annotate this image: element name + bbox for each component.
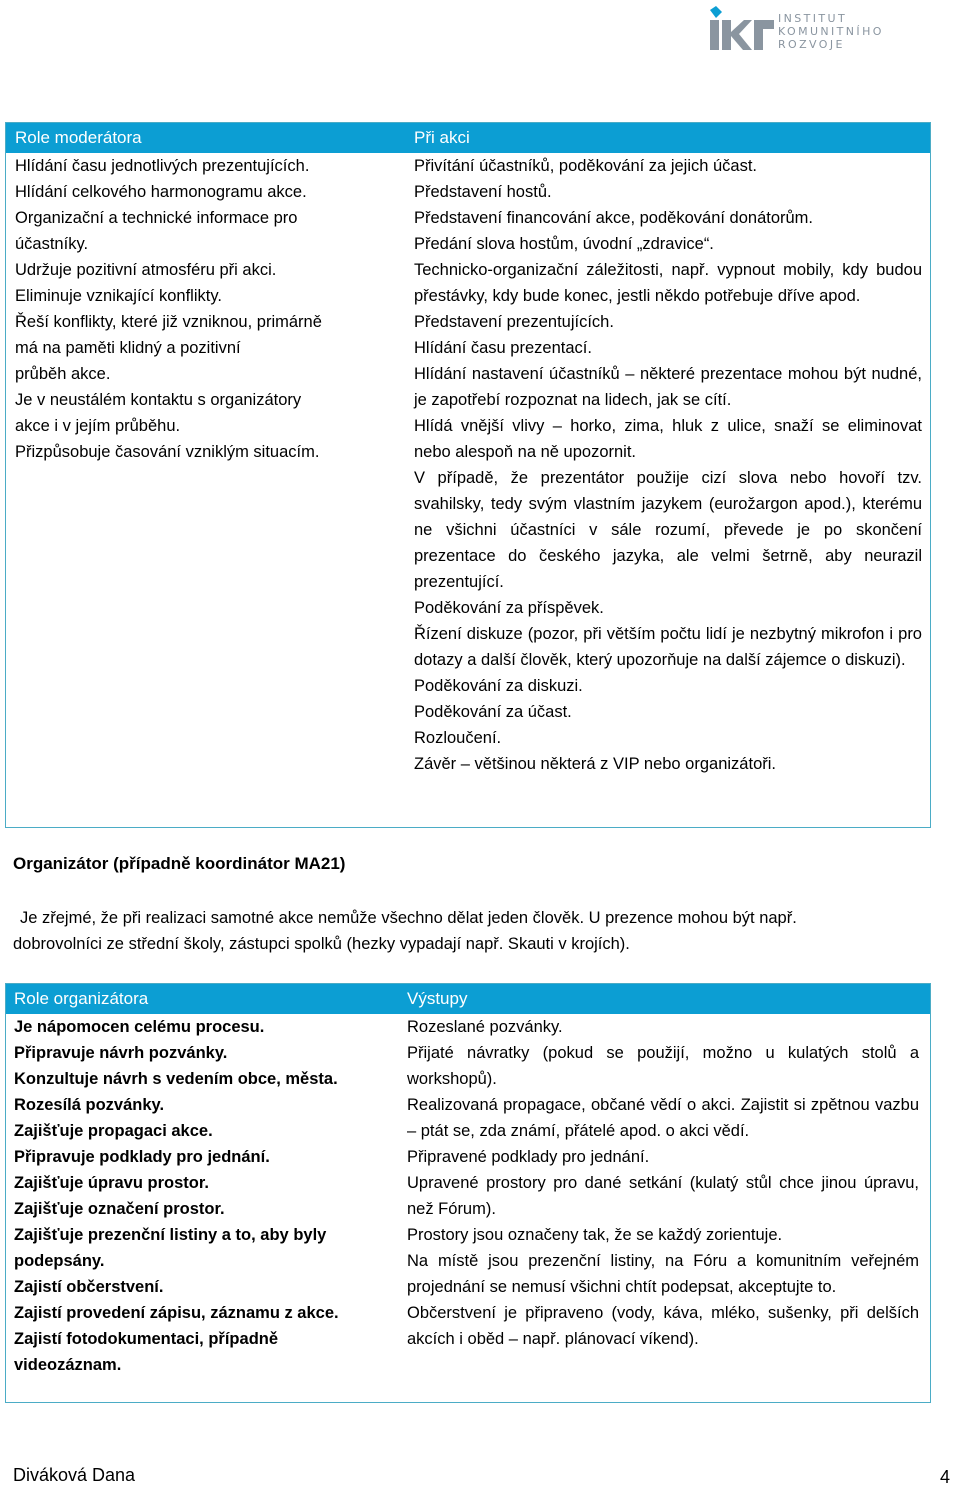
moderator-event-column — [414, 127, 922, 827]
organizer-output-item: Připravené podklady pro jednání. — [407, 1148, 650, 1166]
moderator-event-item: Poděkování za účast. — [414, 703, 572, 721]
logo-text — [778, 12, 884, 51]
organizer-intro — [13, 905, 957, 957]
organizer-outputs-title: Výstupy — [407, 989, 468, 1008]
organizer-role-line: Zajišťuje označení prostor. — [14, 1200, 225, 1218]
organizer-role-line: podepsány. — [14, 1252, 105, 1270]
organizer-role-line: Zajišťuje úpravu prostor. — [14, 1174, 209, 1192]
ikr-logo — [708, 6, 898, 56]
moderator-event-item: Hlídá vnější vlivy – horko, zima, hluk z ulice, snaží se eliminovat nebo alespoň na ně upozornit. — [414, 417, 922, 461]
organizer-output-item: Přijaté návratky (pokud se použijí, možno u kulatých stolů a workshopů). — [407, 1044, 919, 1088]
organizer-role-line: Zajišťuje prezenční listiny a to, aby byly — [14, 1226, 327, 1244]
moderator-event-item: Hlídání času prezentací. — [414, 339, 592, 357]
organizer-role-title: Role organizátora — [14, 989, 149, 1008]
organizer-role-line: Zajistí fotodokumentaci, případně — [14, 1330, 279, 1348]
moderator-role-line: akce i v jejím průběhu. — [15, 417, 181, 435]
moderator-event-item: Řízení diskuze (pozor, při větším počtu lidí je nezbytný mikrofon i pro dotazy a další člověk, který upozorňuje na další zájemce o diskuzi). — [414, 625, 922, 669]
organizer-output-item: Občerstvení je připraveno (vody, káva, mléko, sušenky, při delších akcích i oběd – např. plánovací víkend). — [407, 1304, 919, 1348]
organizer-output-item: Prostory jsou označeny tak, že se každý zorientuje. — [407, 1226, 783, 1244]
organizer-table — [5, 983, 931, 1403]
organizer-output-item: Rozeslané pozvánky. — [407, 1018, 563, 1036]
moderator-event-title: Při akci — [414, 128, 470, 147]
organizer-role-line: Připravuje návrh pozvánky. — [14, 1044, 228, 1062]
logo-line-1: INSTITUT — [778, 12, 848, 25]
moderator-event-item: Technicko-organizační záležitosti, např. vypnout mobily, kdy budou přestávky, kdy bude konec, jestli někdo potřebuje dříve apod. — [414, 261, 922, 305]
organizer-role-line: Rozesílá pozvánky. — [14, 1096, 165, 1114]
organizer-role-line: Zajistí občerstvení. — [14, 1278, 164, 1296]
moderator-event-item: Předání slova hostům, úvodní „zdravice“. — [414, 235, 714, 253]
ikr-logo-mark-icon — [708, 6, 774, 54]
organizer-role-line: Konzultuje návrh s vedením obce, města. — [14, 1070, 338, 1088]
moderator-role-line: průběh akce. — [15, 365, 111, 383]
organizer-intro-line-2: dobrovolníci ze střední školy, zástupci spolků (hezky vypadají např. Skauti v krojích). — [13, 935, 630, 953]
logo-line-3: ROZVOJE — [778, 38, 845, 51]
moderator-role-line: Hlídání celkového harmonogramu akce. — [15, 183, 307, 201]
moderator-event-item: Představení financování akce, poděkování donátorům. — [414, 209, 814, 227]
organizer-role-column — [14, 988, 384, 1402]
organizer-output-item: Realizovaná propagace, občané vědí o akci. Zajistit si zpětnou vazbu – ptát se, zda známí, přátelé apod. o akci vědí. — [407, 1096, 919, 1140]
organizer-outputs-column — [407, 988, 919, 1402]
page-number: 4 — [940, 1467, 951, 1487]
moderator-event-item: Hlídání nastavení účastníků – některé prezentace mohou být nudné, je zapotřebí rozpoznat na lidech, jak se cítí. — [414, 365, 922, 409]
moderator-role-line: Hlídání času jednotlivých prezentujících. — [15, 157, 310, 175]
footer-author: Diváková Dana — [13, 1465, 136, 1485]
moderator-role-column — [15, 127, 375, 827]
organizer-role-line: videozáznam. — [14, 1356, 122, 1374]
moderator-role-line: Eliminuje vznikající konflikty. — [15, 287, 222, 305]
moderator-role-line: Organizační a technické informace pro — [15, 209, 298, 227]
organizer-role-line: Zajišťuje propagaci akce. — [14, 1122, 213, 1140]
moderator-event-item: Závěr – většinou některá z VIP nebo organizátoři. — [414, 755, 776, 773]
moderator-table — [5, 122, 931, 828]
moderator-event-item: Rozloučení. — [414, 729, 502, 747]
moderator-event-item: Poděkování za příspěvek. — [414, 599, 604, 617]
moderator-role-line: účastníky. — [15, 235, 89, 253]
moderator-event-item: Představení hostů. — [414, 183, 552, 201]
moderator-event-item: Přivítání účastníků, poděkování za jejich účast. — [414, 157, 758, 175]
organizer-output-item: Na místě jsou prezenční listiny, na Fóru a komunitním veřejném projednání se nemusí všichni chtít podepsat, akceptujte to. — [407, 1252, 919, 1296]
moderator-role-line: Udržuje pozitivní atmosféru při akci. — [15, 261, 277, 279]
moderator-event-item: Představení prezentujících. — [414, 313, 614, 331]
moderator-role-line: Přizpůsobuje časování vzniklým situacím. — [15, 443, 320, 461]
moderator-role-title: Role moderátora — [15, 128, 142, 147]
logo-line-2: KOMUNITNÍHO — [778, 25, 884, 38]
moderator-event-item: Poděkování za diskuzi. — [414, 677, 583, 695]
moderator-event-item: V případě, že prezentátor použije cizí slova nebo hovoří tzv. svahilsky, tedy svým vlastním jazykem (eurožargon apod.), kterému ne všichni účastníci v sále rozumí, převede je po skončení prezentace do českého jazyka, ale velmi šetrně, aby neurazil prezentující. — [414, 469, 922, 591]
organizer-intro-line-1: Je zřejmé, že při realizaci samotné akce nemůže všechno dělat jeden člověk. U prezence mohou být např. — [20, 909, 797, 927]
organizer-heading: Organizátor (případně koordinátor MA21) — [13, 854, 346, 873]
moderator-role-line: Řeší konflikty, které již vzniknou, primárně — [15, 313, 322, 331]
organizer-role-line: Zajistí provedení zápisu, záznamu z akce. — [14, 1304, 339, 1322]
organizer-role-line: Je nápomocen celému procesu. — [14, 1018, 265, 1036]
organizer-output-item: Upravené prostory pro dané setkání (kulatý stůl chce jinou úpravu, než Fórum). — [407, 1174, 919, 1218]
moderator-role-line: Je v neustálém kontaktu s organizátory — [15, 391, 302, 409]
moderator-role-line: má na paměti klidný a pozitivní — [15, 339, 241, 357]
organizer-role-line: Připravuje podklady pro jednání. — [14, 1148, 270, 1166]
